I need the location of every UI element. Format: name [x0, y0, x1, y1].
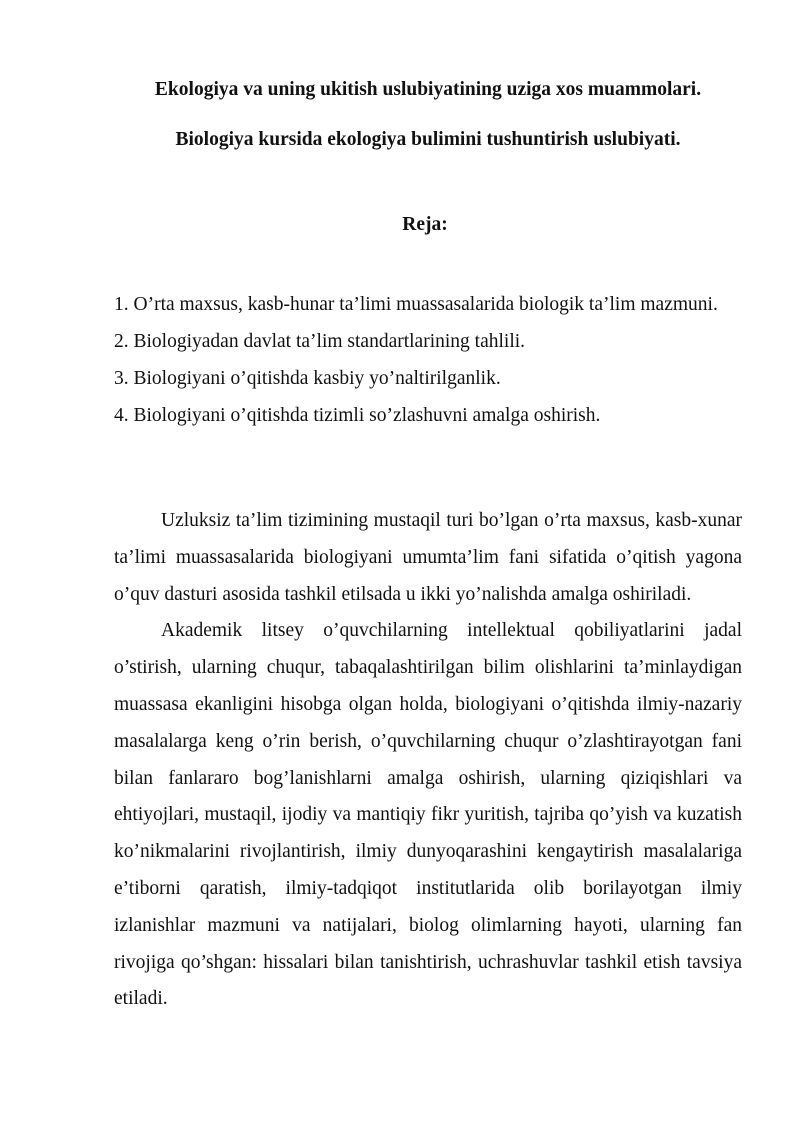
plan-list	[114, 286, 734, 434]
plan-item: 3. Biologiyani o’qitishda kasbiy yo’naltirilganlik.	[114, 368, 501, 389]
plan-item: 4. Biologiyani o’qitishda tizimli so’zlashuvni amalga oshirish.	[114, 405, 601, 426]
document-title: Ekologiya va uning ukitish uslubiyatining uziga xos muammolari.	[154, 79, 702, 100]
plan-heading: Reja:	[402, 214, 448, 235]
paragraph: Uzluksiz ta’lim tizimining mustaqil turi bo’lgan o’rta maxsus, kasb-xunar ta’limi muassasalarida biologiyani umumta’lim fani sifatida o’qitish yagona o’quv dasturi asosida tashkil etilsada u ikki yo’nalishda amalga oshiriladi.	[114, 510, 742, 605]
document-subtitle: Biologiya kursida ekologiya bulimini tushuntirish uslubiyati.	[175, 129, 681, 150]
plan-item: 1. O’rta maxsus, kasb-hunar ta’limi muassasalarida biologik ta’lim mazmuni.	[114, 294, 718, 315]
plan-item: 2. Biologiyadan davlat ta’lim standartlarining tahlili.	[114, 331, 526, 352]
paragraph: Akademik litsey o’quvchilarning intellektual qobiliyatlarini jadal o’stirish, ularning chuqur, tabaqalashtirilgan bilim olishlarini ta’minlaydigan muassasa ekanligini hisobga olgan holda, biologiyani o’qitishda ilmiy-nazariy masalalarga keng o’rin berish, o’quvchilarning chuqur o’zlashtirayotgan fani bilan fanlararo bog’lanishlarni amalga oshirish, ularning qiziqishlari va ehtiyojlari, mustaqil, ijodiy va mantiqiy fikr yuritish, tajriba qo’yish va kuzatish ko’nikmalarini rivojlantirish, ilmiy dunyoqarashini kengaytirish masalalariga e’tiborni qaratish, ilmiy-tadqiqot institutlarida olib borilayotgan ilmiy izlanishlar mazmuni va natijalari, biolog olimlarning hayoti, ularning fan rivojiga qo’shgan: hissalari bilan tanishtirish, uchrashuvlar tashkil etish tavsiya etiladi.	[114, 620, 742, 1010]
body-text	[114, 503, 742, 1018]
